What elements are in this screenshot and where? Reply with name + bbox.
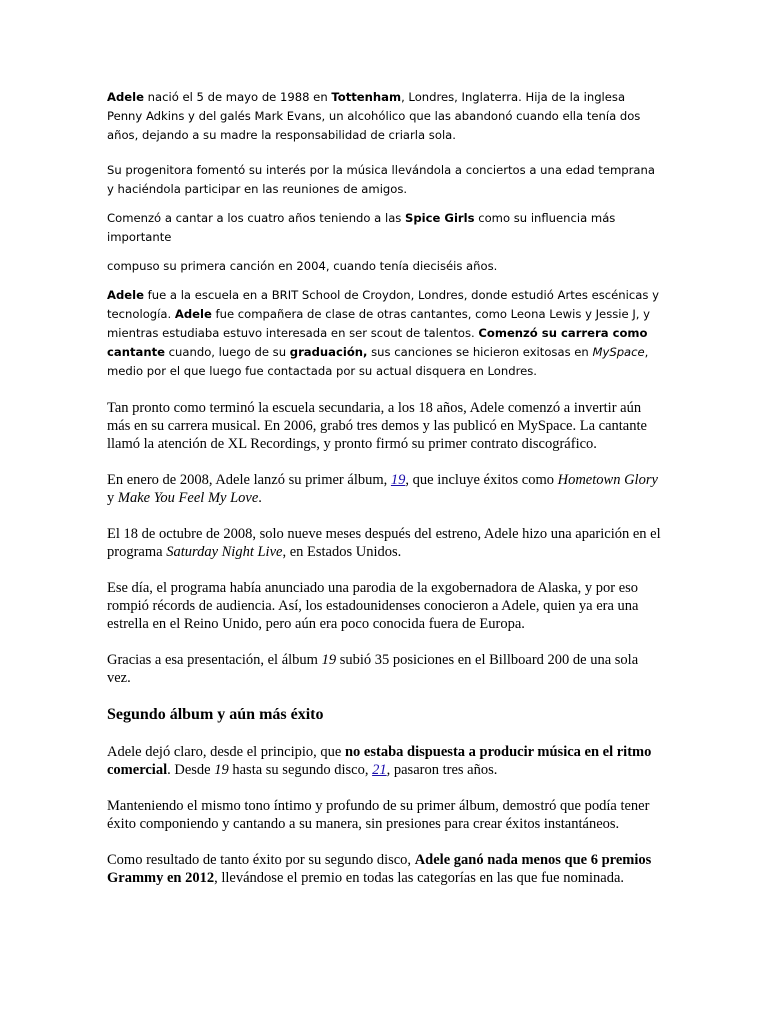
section-heading: Segundo álbum y aún más éxito: [107, 706, 324, 723]
paragraph-first-song: compuso su primera canción en 2004, cuando tenía dieciséis años.: [107, 259, 498, 273]
paragraph-not-commercial: Adele dejó claro, desde el principio, que no estaba dispuesta a producir música en el ritmo comercial. Desde 19 hasta su segundo disco, 21, pasaron tres años.: [107, 744, 652, 778]
document-body: [107, 88, 663, 887]
paragraph-spice-girls: Comenzó a cantar a los cuatro años teniendo a las Spice Girls como su influencia más importante: [107, 211, 616, 244]
paragraph-intimate-tone: Manteniendo el mismo tono íntimo y profundo de su primer álbum, demostró que podía tener éxito componiendo y cantando a su manera, sin presiones para crear éxitos instantáneos.: [107, 798, 650, 832]
paragraph-mother: Su progenitora fomentó su interés por la música llevándola a conciertos a una edad temprana y haciéndola participar en las reuniones de amigos.: [107, 163, 655, 196]
paragraph-birth: Adele nació el 5 de mayo de 1988 en Tottenham, Londres, Inglaterra. Hija de la inglesa Penny Adkins y del galés Mark Evans, un alcohólico que las abandonó cuando ella tenía dos años, dejando a su madre la responsabilidad de criarla sola.: [107, 90, 641, 142]
album-21-link[interactable]: 21: [372, 762, 387, 778]
paragraph-snl: El 18 de octubre de 2008, solo nueve meses después del estreno, Adele hizo una aparición en el programa Saturday Night Live, en Estados Unidos.: [107, 526, 661, 560]
paragraph-grammys: Como resultado de tanto éxito por su segundo disco, Adele ganó nada menos que 6 premios Grammy en 2012, llevándose el premio en todas las categorías en las que fue nominada.: [107, 852, 652, 886]
paragraph-audience: Ese día, el programa había anunciado una parodia de la exgobernadora de Alaska, y por eso rompió récords de audiencia. Así, los estadounidenses conocieron a Adele, quien ya era una estrella en el Reino Unido, pero aún era poco conocida fuera de Europa.: [107, 580, 639, 632]
paragraph-brit-school: Adele fue a la escuela en a BRIT School de Croydon, Londres, donde estudió Artes escénicas y tecnología. Adele fue compañera de clase de otras cantantes, como Leona Lewis y Jessie J, y mientras estudiaba estuvo interesada en ser scout de talentos. Comenzó su carrera como cantante cuando, luego de su graduación, sus canciones se hicieron exitosas en MySpace, medio por el que luego fue contactada por su actual disquera en Londres.: [107, 288, 659, 378]
paragraph-secondary-school: Tan pronto como terminó la escuela secundaria, a los 18 años, Adele comenzó a invertir aún más en su carrera musical. En 2006, grabó tres demos y las publicó en MySpace. La cantante llamó la atención de XL Recordings, y pronto firmó su primer contrato discográfico.: [107, 400, 647, 452]
album-19-link[interactable]: 19: [390, 472, 406, 488]
paragraph-first-album: En enero de 2008, Adele lanzó su primer álbum, 19, que incluye éxitos como Hometown Glory y Make You Feel My Love.: [107, 472, 658, 506]
paragraph-billboard: Gracias a esa presentación, el álbum 19 subió 35 posiciones en el Billboard 200 de una sola vez.: [107, 652, 639, 686]
